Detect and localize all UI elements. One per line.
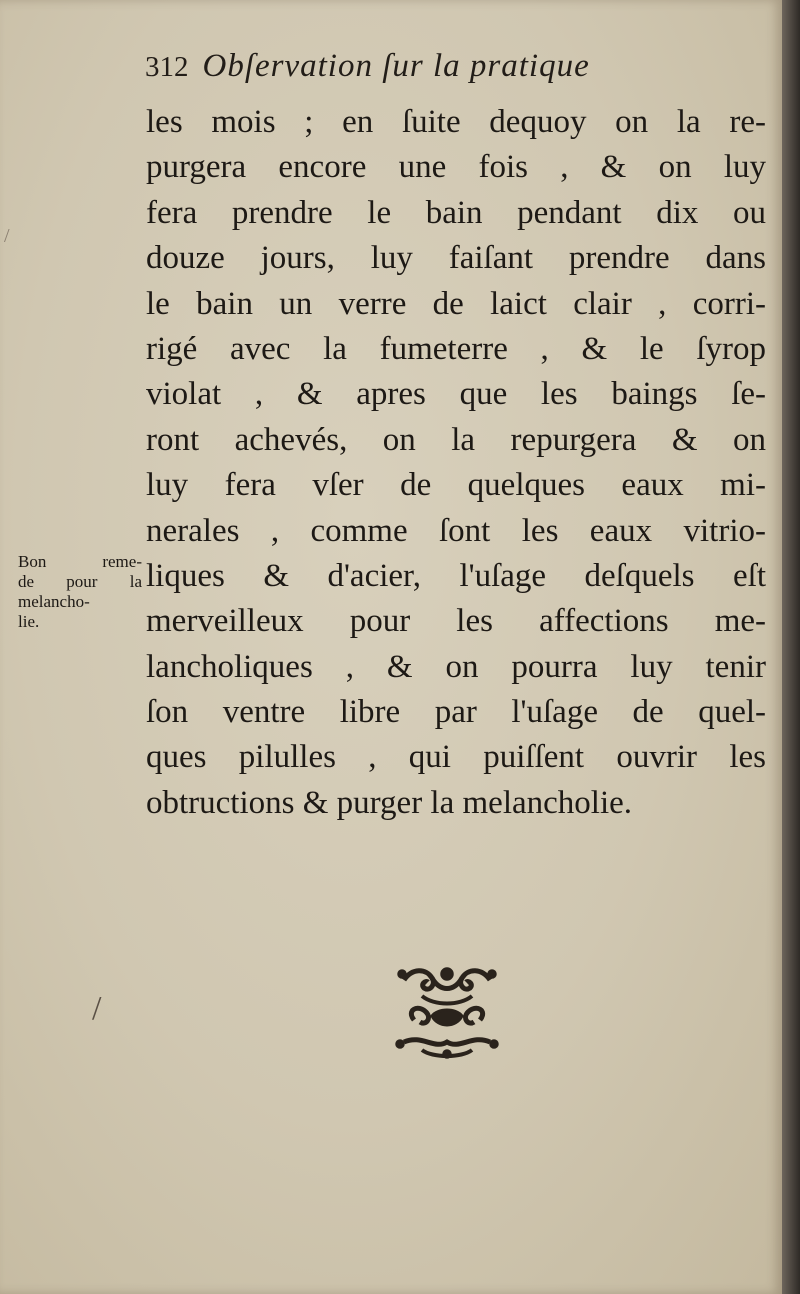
stray-mark: / [92, 990, 102, 1027]
text-line: purgera encore une fois , & on luy [146, 149, 766, 186]
text-line: ques pilulles , qui puiſſent ouvrir les [146, 739, 766, 776]
margin-note-line: lie. [18, 612, 40, 631]
text-line: ront achevés, on la repurgera & on [146, 421, 766, 458]
margin-note [18, 552, 142, 632]
text-line: lancholiques , & on pourra luy tenir [146, 648, 766, 685]
stray-mark: / [4, 225, 10, 247]
text-line: nerales , comme ſont les eaux vitrio- [146, 512, 766, 549]
text-line: violat , & apres que les baings ſe- [146, 376, 766, 413]
text-line: le bain un verre de laict clair , corri- [146, 285, 766, 322]
margin-note-line: Bon reme- [18, 552, 142, 571]
page-edge [782, 0, 800, 1294]
margin-note-line: de pour la [18, 572, 142, 591]
text-line: liques & d'acier, l'uſage deſquels eſt [146, 557, 766, 594]
margin-note-line: melancho- [18, 592, 90, 611]
text-line: fera prendre le bain pendant dix ou [146, 194, 766, 231]
text-line: luy fera vſer de quelques eaux mi- [146, 467, 766, 504]
text-line: rigé avec la fumeterre , & le ſyrop [146, 330, 766, 367]
text-line: douze jours, luy faiſant prendre dans [146, 240, 766, 277]
text-line: les mois ; en ſuite dequoy on la re- [146, 104, 766, 140]
text-line: ſon ventre libre par l'uſage de quel- [146, 694, 766, 731]
running-title: Obſervation ſur la pratique [202, 48, 590, 84]
text-line: obtructions & purger la melancholie. [146, 784, 633, 821]
text-line: merveilleux pour les affections me- [146, 603, 766, 640]
page-header [145, 48, 590, 98]
page-number: 312 [145, 51, 189, 83]
body-text [146, 100, 766, 826]
printer-ornament [392, 962, 502, 1062]
